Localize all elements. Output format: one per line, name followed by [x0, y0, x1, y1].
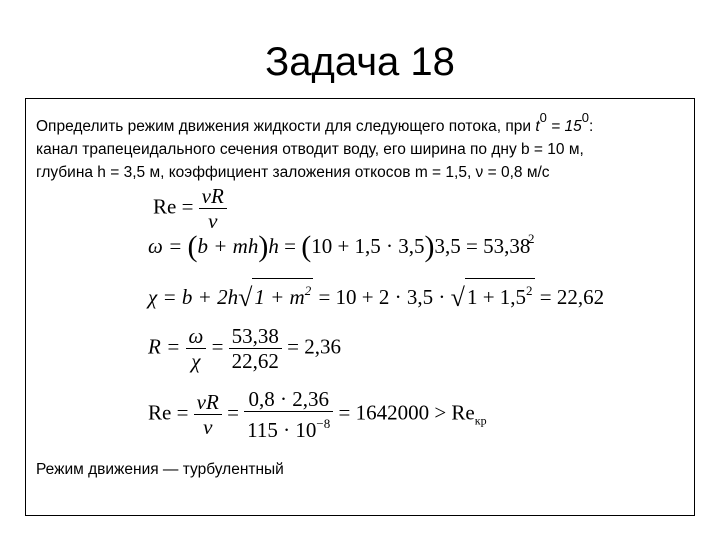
task-statement	[36, 106, 690, 184]
equation-reynolds-calculation: Re = $\frac{\nu R}{\nu}$ = $\frac{0,8 \cdot 2,36}{115 \cdot 10^{-8}}$ = $1642000 > Re_{кр}$	[148, 387, 487, 442]
fraction: $\frac{\nu R}{\nu}$	[194, 390, 222, 439]
fraction: $\frac{\omega}{\chi}$	[186, 324, 207, 373]
slide-title: Задача 18	[265, 40, 455, 84]
equation-flow-area: ω = (b + mh)h = (10 + 1,5 · 3,5)3,5 = 53,38	[148, 230, 531, 263]
equation-hydraulic-radius: R = $\frac{\omega}{\chi}$ = $\frac{53,38}{22,62}$ = 2,36	[148, 324, 342, 373]
task-line-3: глубина h = 3,5 м, коэффициент заложения откосов m = 1,5, ν = 0,8 м/с	[36, 164, 550, 181]
equation-wetted-perimeter: $\chi = b + 2h√1 + m^2 = 10 + 2 \cdot 3,5 \cdot √1 + 1,5^2 = 22,62$	[148, 278, 604, 313]
fraction: $\frac{53,38}{22,62}$	[229, 324, 282, 373]
equation-reynolds-definition: Re = $\frac{\nu R}{\nu}$	[153, 184, 227, 233]
stray-superscript: 2	[528, 231, 535, 246]
answer-text: Режим движения — турбулентный	[36, 461, 284, 478]
fraction: $\frac{\nu R}{\nu}$	[199, 184, 227, 233]
task-line-1: Определить режим движения жидкости для следующего потока, при $t^0 = 15^0$:	[36, 110, 594, 135]
task-line-2: канал трапецеидального сечения отводит воду, его ширина по дну b = 10 м,	[36, 141, 584, 158]
fraction: $\frac{0,8 \cdot 2,36}{115 \cdot 10^{-8}}$	[244, 387, 333, 442]
